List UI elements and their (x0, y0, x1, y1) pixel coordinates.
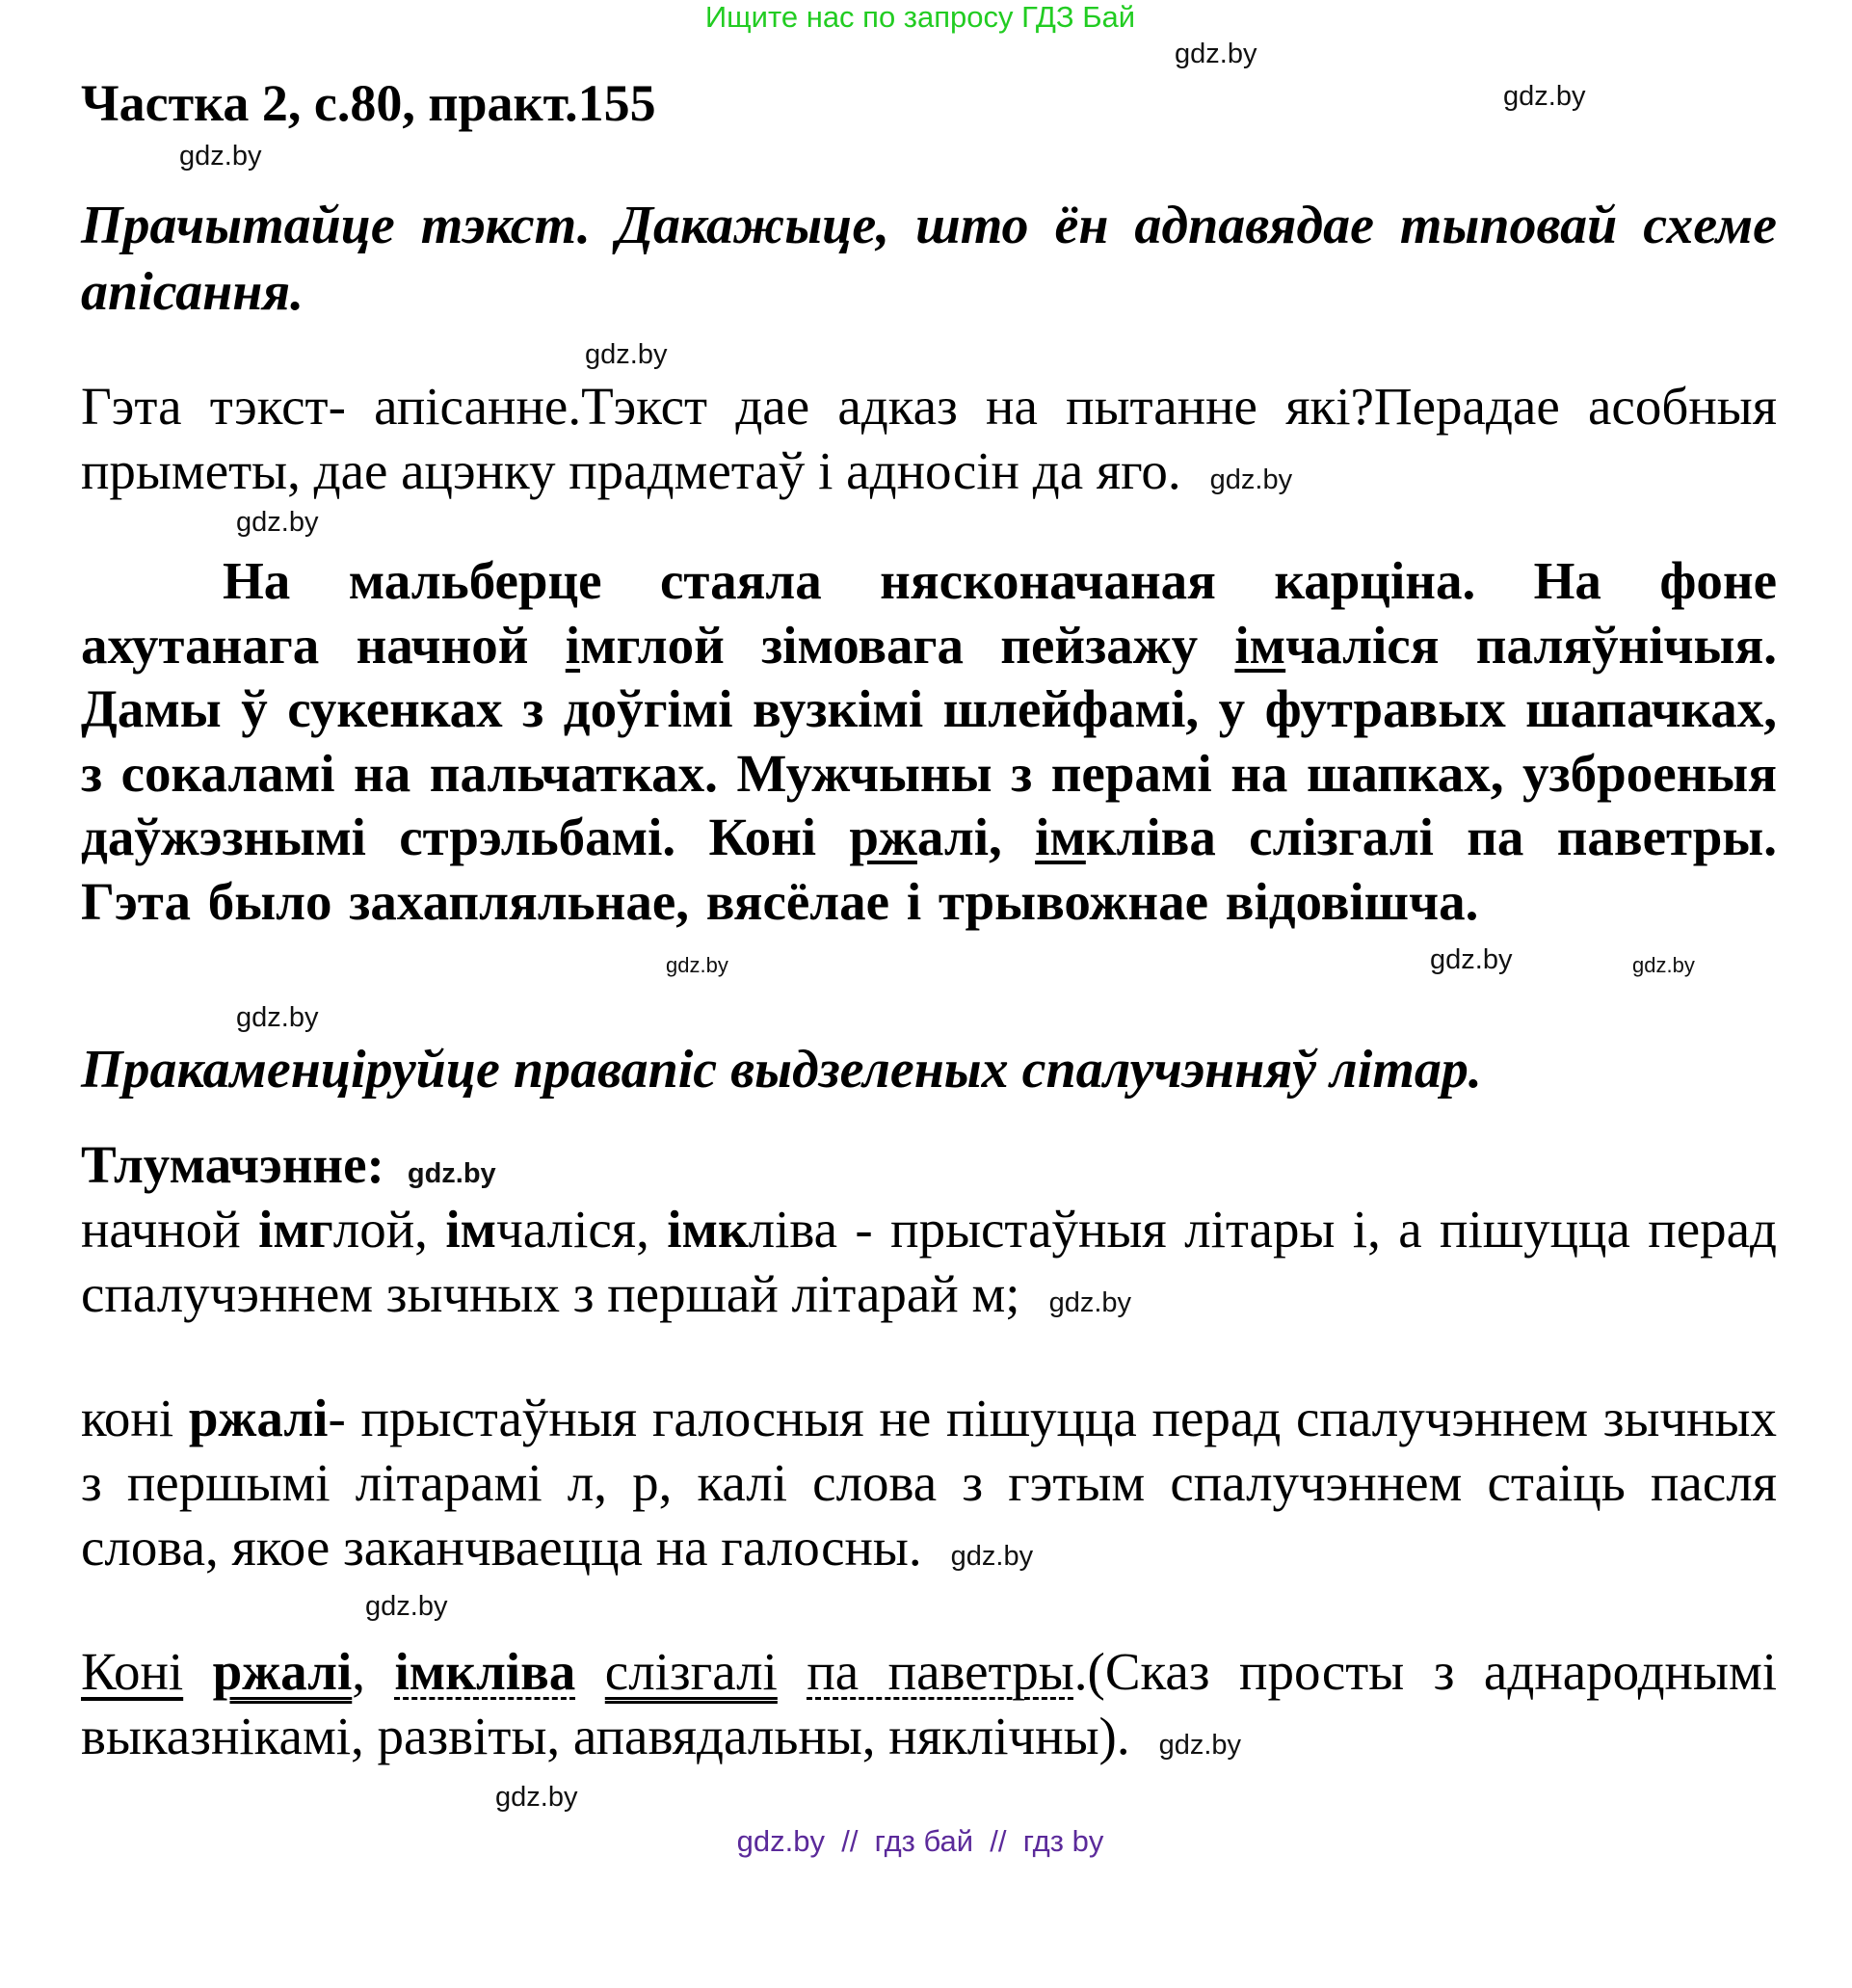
task-1: Прачытайце тэкст. Дакажыце, што ён адпавядае тыповай схеме апісання. (81, 196, 1777, 322)
bold-letters: ім (445, 1199, 497, 1259)
watermark: gdz.by (236, 507, 319, 538)
watermark: gdz.by (1175, 39, 1257, 69)
adverbial: па паветры (807, 1641, 1074, 1701)
explanation-label-row (81, 1132, 1777, 1197)
watermark: gdz.by (1430, 943, 1513, 975)
passage-part: алі, (916, 808, 1036, 867)
watermark: gdz.by (407, 1157, 496, 1189)
watermark-row (81, 941, 1777, 979)
task-2: Пракаменціруйце правапіс выдзеленых спалучэнняў літар. (81, 1039, 1482, 1100)
footer-links: gdz.by // гдз бай // гдз by (736, 1823, 1104, 1858)
answer-text: Гэта тэкст- апісанне.Тэкст дае адказ на пытанне які?Перадае асобныя прыметы, дае ацэнку прадметаў і адносін да яго. (81, 377, 1777, 500)
watermark: gdz.by (950, 1540, 1034, 1572)
watermark-row (81, 335, 1777, 374)
bold-word: ржалі (188, 1388, 329, 1447)
watermark-row (81, 998, 1777, 1037)
text: чаліся, (496, 1199, 668, 1259)
text: , (352, 1641, 395, 1701)
explanation-label: Тлумачэнне: (81, 1134, 384, 1194)
text: .(Сказ просты з аднароднымі выказнікамі, развіты, апавядальны, няклічны). (81, 1641, 1778, 1765)
predicate: слізгалі (604, 1641, 778, 1701)
text: ліва - прыстаўныя літары і, а пішуцца перад спалучэннем зычных з першай літарай м; (81, 1199, 1777, 1323)
bold-letters: імг (258, 1199, 333, 1259)
explanation-2 (81, 1386, 1777, 1579)
watermark: gdz.by (1632, 952, 1695, 977)
search-banner: Ищите нас по запросу ГДЗ Бай (704, 0, 1136, 34)
watermark: gdz.by (1158, 1729, 1242, 1761)
watermark: gdz.by (585, 339, 668, 370)
watermark: gdz.by (236, 1001, 319, 1033)
watermark-row (81, 1587, 1777, 1626)
highlighted-letters: ім (1035, 808, 1086, 867)
watermark-row (81, 1778, 1777, 1816)
page-title: Частка 2, с.80, практ.155 (81, 74, 656, 132)
passage-part: мглой зімовага пейзажу (580, 615, 1235, 675)
watermark: gdz.by (179, 141, 262, 172)
title-row (81, 73, 1777, 137)
passage-part: На мальберце стаяла нясконачаная карціна. На фоне ахутанага начной (81, 551, 1777, 675)
sentence-analysis (81, 1639, 1777, 1768)
watermark: gdz.by (495, 1781, 578, 1813)
text: коні (81, 1388, 189, 1447)
passage-part: кліва слізгалі па паветры. Гэта было захапляльнае, вясёлае і трывожнае відовішча. (81, 808, 1777, 931)
bold-letters: імк (667, 1199, 749, 1259)
explanation-1 (81, 1197, 1777, 1326)
watermark-row (81, 137, 1777, 175)
watermark: gdz.by (1048, 1286, 1132, 1318)
passage-text (81, 549, 1777, 935)
watermark: gdz.by (1503, 81, 1586, 112)
highlighted-letters: і (565, 615, 581, 675)
highlighted-letters: рж (849, 808, 917, 867)
answer-1 (81, 374, 1777, 503)
text: начной (81, 1199, 259, 1259)
watermark-row (81, 35, 1777, 73)
predicate: ржалі (212, 1641, 353, 1701)
watermark: gdz.by (1209, 464, 1293, 495)
watermark: gdz.by (365, 1590, 448, 1622)
highlighted-letters: ім (1234, 615, 1286, 675)
passage-part: чаліся паляўнічыя. Дамы ў сукенках з доўгімі вузкімі шлейфамі, у футравых шапачках, з сокаламі на пальчатках. Мужчыны з перамі на шапках, узброеныя даўжэзнымі стрэльбамі. Коні (81, 615, 1777, 867)
text: - прыстаўныя галосныя не пішуцца перад спалучэннем зычных з першымі літарамі л, р, калі слова з гэтым спалучэннем стаіць пасля слова, якое заканчваецца на галосны. (81, 1388, 1777, 1577)
watermark: gdz.by (666, 952, 728, 977)
text: лой, (332, 1199, 446, 1259)
subject: Коні (81, 1641, 184, 1701)
watermark-row (81, 503, 1777, 542)
adverbial: імкліва (394, 1641, 576, 1701)
